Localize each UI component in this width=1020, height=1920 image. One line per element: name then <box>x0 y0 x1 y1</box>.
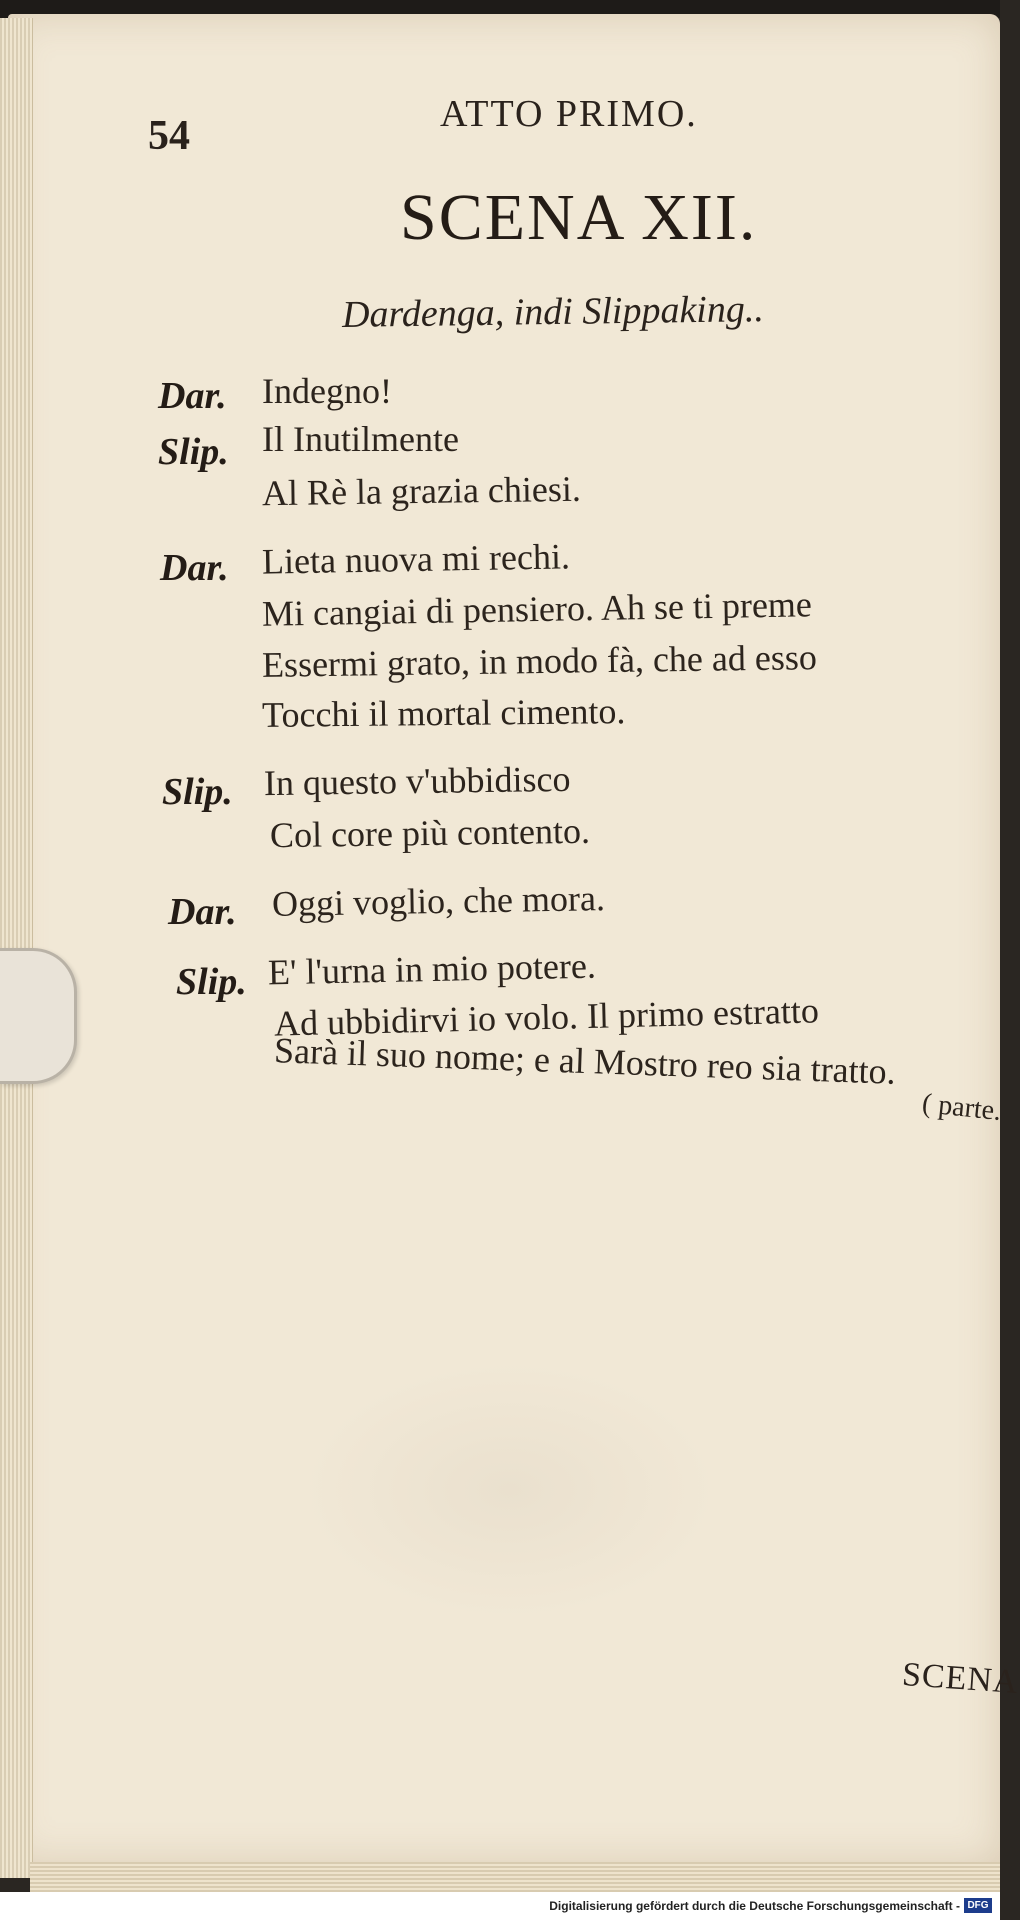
speaker-label: Dar. <box>158 375 227 417</box>
show-through-smudge <box>300 1360 720 1620</box>
digitization-credit: Digitalisierung gefördert durch die Deutsche Forschungsgemeinschaft - <box>549 1899 960 1913</box>
speaker-label: Dar. <box>160 547 229 589</box>
scene-characters: Dardenga, indi Slippaking.. <box>341 288 765 336</box>
speaker-label: Slip. <box>158 431 229 473</box>
verse-line: Tocchi il mortal cimento. <box>261 691 626 735</box>
speaker-label: Slip. <box>162 771 233 813</box>
verse-line: In questo v'ubbidisco <box>263 758 571 804</box>
verse-line: Lieta nuova mi rechi. <box>261 536 571 582</box>
verse-line: Indegno! <box>262 371 392 411</box>
bookmark-ribbon[interactable] <box>0 948 77 1084</box>
speaker-label: Slip. <box>176 961 247 1003</box>
verse-line: Essermi grato, in modo fà, che ad esso <box>261 637 818 685</box>
verse-line: E' l'urna in mio potere. <box>267 945 597 993</box>
verse-line: Il Inutilmente <box>262 419 459 459</box>
catchword: SCENA <box>900 1655 1020 1702</box>
running-head: ATTO PRIMO. <box>440 93 698 135</box>
verse-line: Ad ubbidirvi io volo. Il primo estratto <box>273 990 820 1044</box>
page-bottom-edge <box>30 1862 1000 1892</box>
verse-line: Col core più contento. <box>269 810 591 856</box>
dfg-logo: DFG <box>964 1898 992 1913</box>
scene-title: SCENA XII. <box>400 181 758 254</box>
stage-direction: ( parte. <box>920 1087 1003 1128</box>
verse-line: Oggi voglio, che mora. <box>271 878 606 924</box>
page-number: 54 <box>148 113 190 159</box>
speaker-label: Dar. <box>168 891 237 933</box>
verse-line: Sarà il suo nome; e al Mostro reo sia tratto. <box>273 1030 897 1092</box>
verse-line: Mi cangiai di pensiero. Ah se ti preme <box>261 584 813 634</box>
verse-line: Al Rè la grazia chiesi. <box>261 468 582 514</box>
